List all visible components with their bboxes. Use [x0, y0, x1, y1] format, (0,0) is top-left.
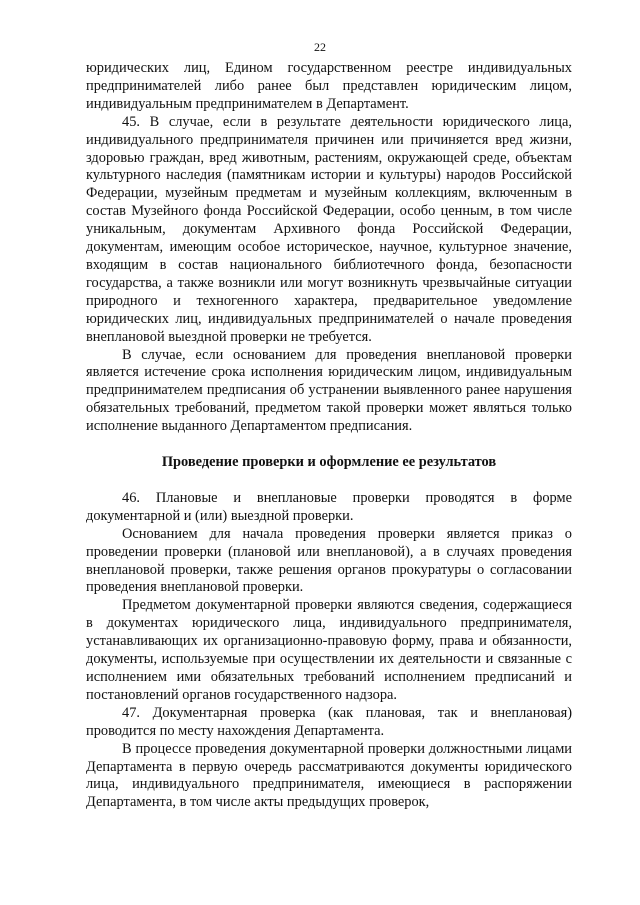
- spacer: [86, 436, 572, 454]
- paragraph-unscheduled-inspection: В случае, если основанием для проведения внеплановой проверки является истечение срока исполнения юридическим лицом, индивидуальным предпринимателем предписания об устранении выявленного ранее нарушения обязательных требований, предметом такой проверки может являться только исполнение выданного Департаментом предписания.: [86, 346, 572, 435]
- paragraph-subject-of-documentary-inspection: Предметом документарной проверки являются сведения, содержащиеся в документах юридического лица, индивидуального предпринимателя, устанавливающих их организационно-правовую форму, права и обязанности, документы, используемые при осуществлении их деятельности и связанные с исполнением ими обязательных требований исполнением предписаний и постановлений органов государственного надзора.: [86, 597, 572, 703]
- paragraph-documentary-inspection-process: В процессе проведения документарной проверки должностными лицами Департамента в первую очередь рассматриваются документы юридического лица, индивидуального предпринимателя, имеющиеся в распоряжении Департамента, в том числе акты предыдущих проверок,: [86, 740, 572, 811]
- spacer: [86, 472, 572, 490]
- paragraph-continuation: юридических лиц, Едином государственном реестре индивидуальных предпринимателей либо ранее был представлен юридическим лицом, индивидуальным предпринимателем в Департамент.: [86, 60, 572, 112]
- page-number: 22: [314, 40, 326, 54]
- paragraph-47: 47. Документарная проверка (как плановая, так и внеплановая) проводится по месту нахождения Департамента.: [86, 704, 572, 739]
- document-body: [86, 60, 572, 812]
- section-heading: Проведение проверки и оформление ее результатов: [161, 454, 497, 471]
- paragraph-basis-for-inspection: Основанием для начала проведения проверки является приказ о проведении проверки (плановой или внеплановой), а в случаях проведения внеплановой проверки, также решения органов прокуратуры о согласовании проведения внеплановой проверки.: [86, 525, 572, 596]
- paragraph-45: 45. В случае, если в результате деятельности юридического лица, индивидуального предпринимателя причинен или причиняется вред жизни, здоровью граждан, вред животным, растениям, окружающей среде, объектам культурного наследия (памятникам истории и культуры) народов Российской Федерации, музейным предметам и музейным коллекциям, включенным в состав Музейного фонда Российской Федерации, особо ценным, в том числе уникальным, документам Архивного фонда Российской Федерации, документам, имеющим особое историческое, научное, культурное значение, входящим в состав национального библиотечного фонда, безопасности государства, а также возникли или могут возникнуть чрезвычайные ситуации природного и техногенного характера, предварительное уведомление юридических лиц, индивидуальных предпринимателей о начале проведения внеплановой выездной проверки не требуется.: [86, 113, 572, 345]
- paragraph-46: 46. Плановые и внеплановые проверки проводятся в форме документарной и (или) выездной проверки.: [86, 489, 572, 524]
